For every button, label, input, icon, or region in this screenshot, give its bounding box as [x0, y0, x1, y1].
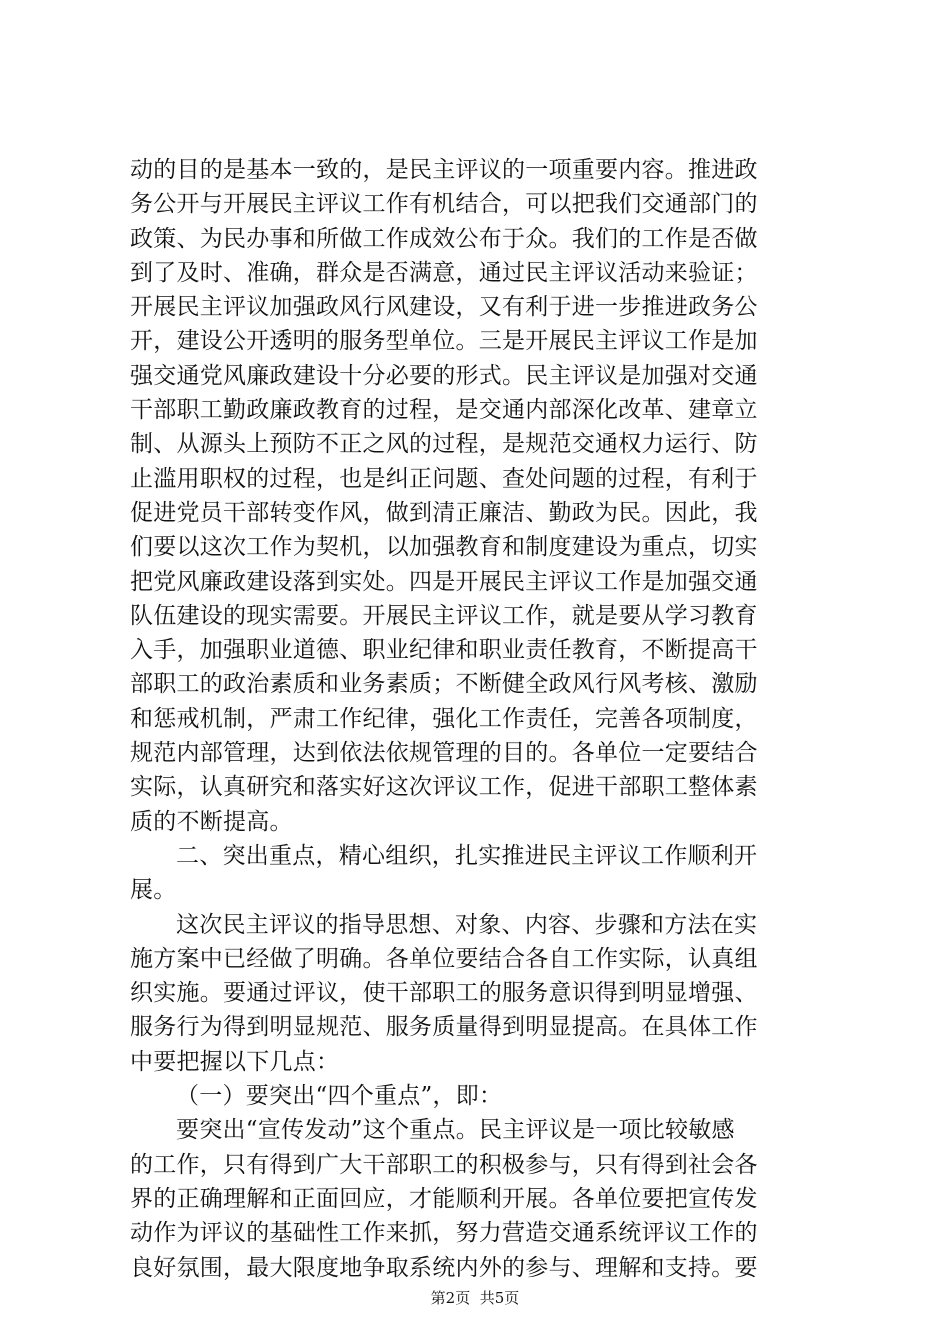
section-heading: 二、突出重点，精心组织，扎实推进民主评议工作顺利开 [176, 842, 758, 869]
text-line: 到了及时、准确，群众是否满意，通过民主评议活动来验证； [130, 259, 758, 286]
text-line: 实际，认真研究和落实好这次评议工作，促进干部职工整体素 [130, 774, 758, 801]
text-line: 强交通党风廉政建设十分必要的形式。民主评议是加强对交通 [130, 362, 758, 389]
text-line: 展。 [130, 877, 177, 904]
text-line: 入手，加强职业道德、职业纪律和职业责任教育，不断提高干 [130, 637, 758, 664]
text-line: 质的不断提高。 [130, 808, 293, 835]
subsection-heading: （一）要突出“四个重点”，即： [176, 1083, 503, 1110]
text-line: 们要以这次工作为契机，以加强教育和制度建设为重点，切实 [130, 534, 758, 561]
text-line: 开展民主评议加强政风行风建设，又有利于进一步推进政务公 [130, 294, 758, 321]
text-line: 这次民主评议的指导思想、对象、内容、步骤和方法在实 [176, 911, 758, 938]
text-line: 政策、为民办事和所做工作成效公布于众。我们的工作是否做 [130, 225, 758, 252]
text-line: 中要把握以下几点： [130, 1048, 340, 1075]
text-line: 务公开与开展民主评议工作有机结合，可以把我们交通部门的 [130, 191, 758, 218]
text-line: 的工作，只有得到广大干部职工的积极参与，只有得到社会各 [130, 1151, 758, 1178]
text-line: 动作为评议的基础性工作来抓，努力营造交通系统评议工作的 [130, 1220, 758, 1247]
page-footer [0, 1288, 950, 1308]
text-line: 部职工的政治素质和业务素质；不断健全政风行风考核、激励 [130, 671, 758, 698]
text-line: 织实施。要通过评议，使干部职工的服务意识得到明显增强、 [130, 980, 758, 1007]
text-line: 止滥用职权的过程，也是纠正问题、查处问题的过程，有利于 [130, 465, 758, 492]
text-line: 开，建设公开透明的服务型单位。三是开展民主评议工作是加 [130, 328, 758, 355]
text-line: 规范内部管理，达到依法依规管理的目的。各单位一定要结合 [130, 740, 758, 767]
text-line: 良好氛围，最大限度地争取系统内外的参与、理解和支持。要 [130, 1254, 758, 1281]
text-line: 把党风廉政建设落到实处。四是开展民主评议工作是加强交通 [130, 568, 758, 595]
text-line: 动的目的是基本一致的，是民主评议的一项重要内容。推进政 [130, 157, 758, 183]
text-line: 服务行为得到明显规范、服务质量得到明显提高。在具体工作 [130, 1014, 758, 1041]
page-number: 第2页 [430, 1289, 471, 1307]
text-line: 干部职工勤政廉政教育的过程，是交通内部深化改革、建章立 [130, 397, 758, 424]
text-line: 促进党员干部转变作风，做到清正廉洁、勤政为民。因此，我 [130, 499, 758, 526]
text-line: 制、从源头上预防不正之风的过程，是规范交通权力运行、防 [130, 431, 758, 458]
page-total: 共5页 [479, 1289, 520, 1307]
document-body [130, 153, 830, 1285]
text-line: 和惩戒机制，严肃工作纪律，强化工作责任，完善各项制度， [130, 705, 758, 732]
text-line: 队伍建设的现实需要。开展民主评议工作，就是要从学习教育 [130, 602, 758, 629]
text-line: 界的正确理解和正面回应，才能顺利开展。各单位要把宣传发 [130, 1185, 758, 1212]
text-line: 要突出“宣传发动”这个重点。民主评议是一项比较敏感 [176, 1117, 735, 1144]
text-line: 施方案中已经做了明确。各单位要结合各自工作实际，认真组 [130, 945, 758, 972]
